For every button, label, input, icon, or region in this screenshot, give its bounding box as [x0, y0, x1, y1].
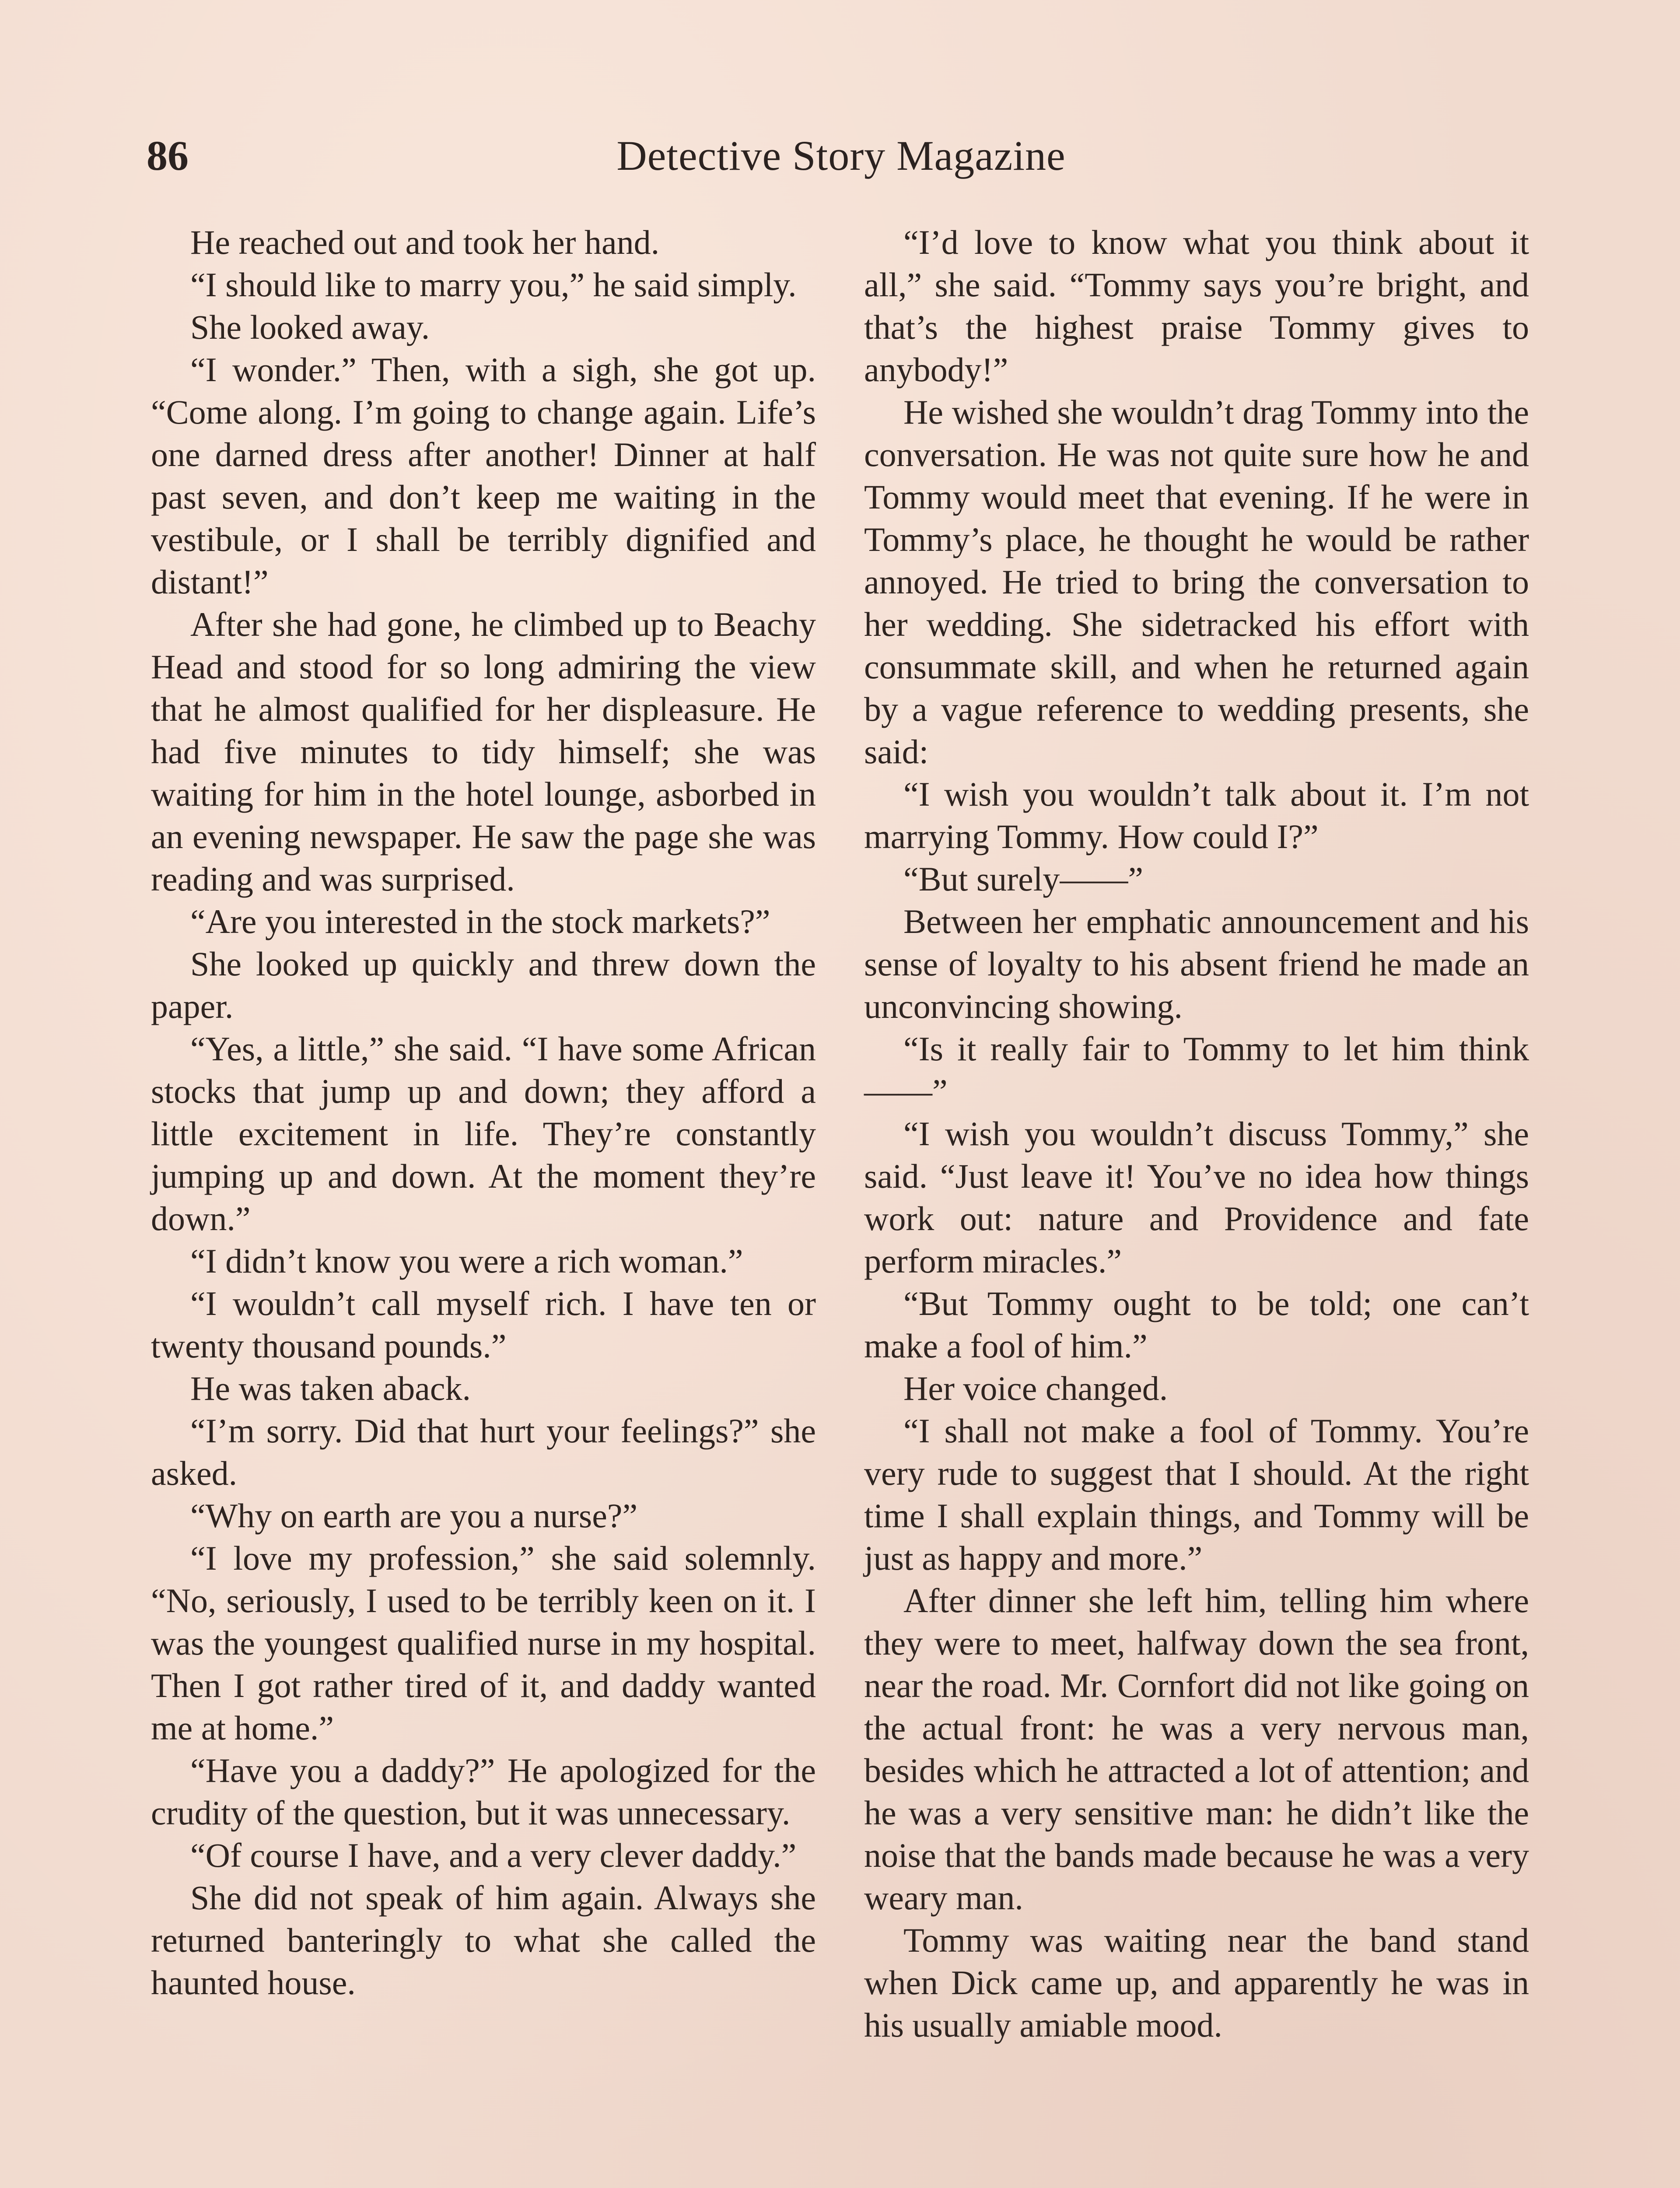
paragraph: “I wish you wouldn’t discuss Tommy,” she said. “Just leave it! You’ve no idea how things work out: nature and Providence and fate perform miracles.”: [864, 1115, 1529, 1280]
paragraph: “I wouldn’t call myself rich. I have ten or twenty thousand pounds.”: [151, 1284, 816, 1365]
paragraph: “I’m sorry. Did that hurt your feelings?” she asked.: [151, 1412, 816, 1492]
paragraph: Her voice changed.: [903, 1369, 1168, 1407]
page-number: 86: [147, 132, 189, 179]
paragraph: She looked away.: [190, 308, 430, 346]
paragraph: “I wish you wouldn’t talk about it. I’m not marrying Tommy. How could I?”: [864, 775, 1529, 856]
paragraph: “I didn’t know you were a rich woman.”: [190, 1242, 743, 1280]
running-head: Detective Story Magazine: [616, 132, 1066, 179]
paragraph: “Of course I have, and a very clever daddy.”: [190, 1836, 797, 1874]
paragraph: “I wonder.” Then, with a sigh, she got up. “Come along. I’m going to change again. Life’s one darned dress after another! Dinner at half past seven, and don’t keep me waiting in the vestibule, or I shall be terribly dignified and distant!”: [151, 351, 816, 601]
paragraph: “I’d love to know what you think about it all,” she said. “Tommy says you’re bright, and that’s the highest praise Tommy gives to anybody!”: [864, 223, 1529, 389]
right-column: [864, 221, 1529, 2046]
paragraph: “But surely——”: [903, 860, 1144, 898]
paragraph: “I should like to marry you,” he said simply.: [190, 266, 797, 304]
page-header: [147, 131, 1536, 197]
paragraph: “Are you interested in the stock markets?”: [190, 902, 770, 940]
paragraph: After she had gone, he climbed up to Beachy Head and stood for so long admiring the view that he almost qualified for her displeasure. He had five minutes to tidy himself; she was waiting for him in the hotel lounge, asborbed in an evening newspaper. He saw the page she was reading and was surprised.: [151, 605, 816, 898]
paragraph: He wished she wouldn’t drag Tommy into the conversation. He was not quite sure how he and Tommy would meet that evening. If he were in Tommy’s place, he thought he would be rather annoyed. He tried to bring the conversation to her wedding. She sidetracked his effort with consummate skill, and when he returned again by a vague reference to wedding presents, she said:: [864, 393, 1529, 771]
paragraph: “Is it really fair to Tommy to let him think——”: [864, 1030, 1529, 1110]
paragraph: He reached out and took her hand.: [190, 223, 660, 261]
paragraph: “I love my profession,” she said solemnly. “No, seriously, I used to be terribly keen on it. I was the youngest qualified nurse in my hospital. Then I got rather tired of it, and daddy wanted me at home.”: [151, 1539, 816, 1747]
paragraph: She did not speak of him again. Always she returned banteringly to what she called the haunted house.: [151, 1879, 816, 2002]
paragraph: “Why on earth are you a nurse?”: [190, 1497, 638, 1535]
paragraph: “Yes, a little,” she said. “I have some African stocks that jump up and down; they afford a little excitement in life. They’re constantly jumping up and down. At the moment they’re down.”: [151, 1030, 816, 1238]
paragraph: She looked up quickly and threw down the paper.: [151, 945, 816, 1025]
paragraph: “Have you a daddy?” He apologized for the crudity of the question, but it was unnecessary.: [151, 1751, 816, 1832]
left-column: [151, 221, 816, 2004]
paragraph: Between her emphatic announcement and his sense of loyalty to his absent friend he made an unconvincing showing.: [864, 902, 1529, 1025]
paragraph: Tommy was waiting near the band stand when Dick came up, and apparently he was in his usually amiable mood.: [864, 1921, 1529, 2044]
paragraph: “But Tommy ought to be told; one can’t make a fool of him.”: [864, 1284, 1529, 1365]
paragraph: He was taken aback.: [190, 1369, 471, 1407]
paragraph: After dinner she left him, telling him where they were to meet, halfway down the sea front, near the road. Mr. Cornfort did not like going on the actual front: he was a very nervous man, besides which he attracted a lot of attention; and he was a very sensitive man: he didn’t like the noise that the bands made because he was a very weary man.: [864, 1581, 1529, 1917]
paragraph: “I shall not make a fool of Tommy. You’re very rude to suggest that I should. At the right time I shall explain things, and Tommy will be just as happy and more.”: [864, 1412, 1529, 1577]
